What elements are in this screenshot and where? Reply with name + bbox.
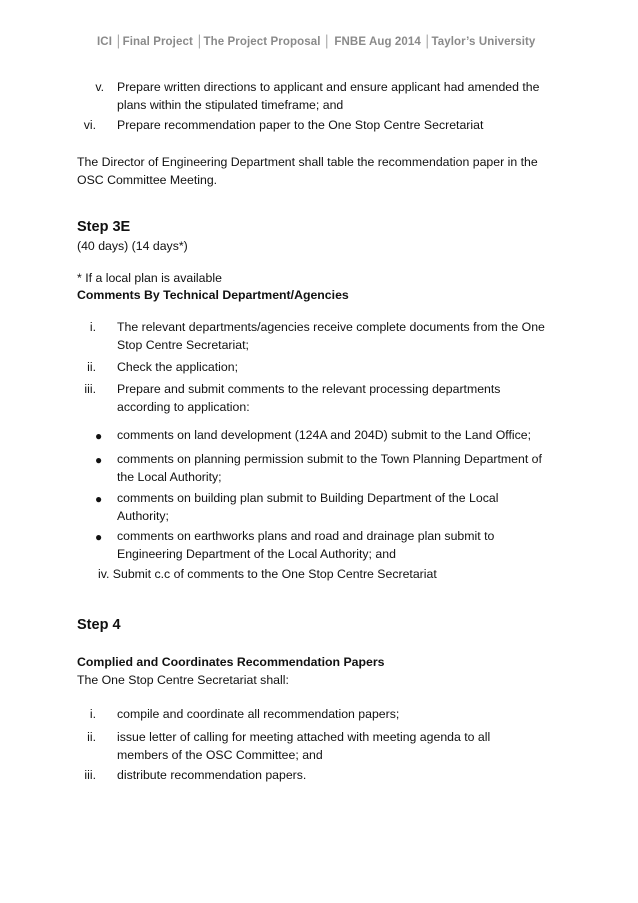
list-number: iii. xyxy=(84,768,96,782)
list-item: Prepare recommendation paper to the One Stop Centre Secretariat xyxy=(117,118,484,132)
step3e-days: (40 days) (14 days*) xyxy=(77,239,188,253)
bullet-icon: ● xyxy=(95,492,103,506)
list-number: ii. xyxy=(87,730,96,744)
bullet-item: comments on earthworks plans and road and drainage plan submit to Engineering Department of the Local Authority; and xyxy=(117,529,495,561)
step3e-heading: Step 3E xyxy=(77,219,131,235)
step3e-subtitle: Comments By Technical Department/Agencies xyxy=(77,288,349,302)
list-item: Check the application; xyxy=(117,360,238,374)
bullet-icon: ● xyxy=(95,453,103,467)
list-number: ii. xyxy=(87,360,96,374)
list-item-iv: iv. Submit c.c of comments to the One Stop Centre Secretariat xyxy=(98,567,437,581)
director-paragraph: The Director of Engineering Department shall table the recommendation paper in the OSC Committee Meeting. xyxy=(77,155,538,187)
bullet-item: comments on land development (124A and 204D) submit to the Land Office; xyxy=(117,428,532,442)
list-item: issue letter of calling for meeting attached with meeting agenda to all members of the OSC Committee; and xyxy=(117,730,491,762)
step4-heading: Step 4 xyxy=(77,617,121,633)
list-item: compile and coordinate all recommendation papers; xyxy=(117,707,400,721)
step4-subtitle: Complied and Coordinates Recommendation Papers xyxy=(77,655,385,669)
step3e-note: * If a local plan is available xyxy=(77,271,222,285)
list-number: i. xyxy=(89,320,96,334)
list-number: i. xyxy=(89,707,96,721)
list-number: vi. xyxy=(83,118,96,132)
step4-intro: The One Stop Centre Secretariat shall: xyxy=(77,673,289,687)
list-number: iii. xyxy=(84,382,96,396)
bullet-icon: ● xyxy=(95,429,103,443)
bullet-item: comments on building plan submit to Building Department of the Local Authority; xyxy=(117,491,499,523)
list-item: Prepare and submit comments to the relevant processing departments according to application: xyxy=(117,382,501,414)
page-header: ICI │Final Project │The Project Proposal │ FNBE Aug 2014 │Taylor’s University xyxy=(97,36,536,48)
bullet-item: comments on planning permission submit to the Town Planning Department of the Local Authority; xyxy=(117,452,542,484)
list-item: The relevant departments/agencies receive complete documents from the One Stop Centre Secretariat; xyxy=(117,320,545,352)
list-number: v. xyxy=(95,80,104,94)
list-item: distribute recommendation papers. xyxy=(117,768,307,782)
list-item: Prepare written directions to applicant and ensure applicant had amended the plans within the stipulated timeframe; and xyxy=(117,80,540,112)
bullet-icon: ● xyxy=(95,530,103,544)
